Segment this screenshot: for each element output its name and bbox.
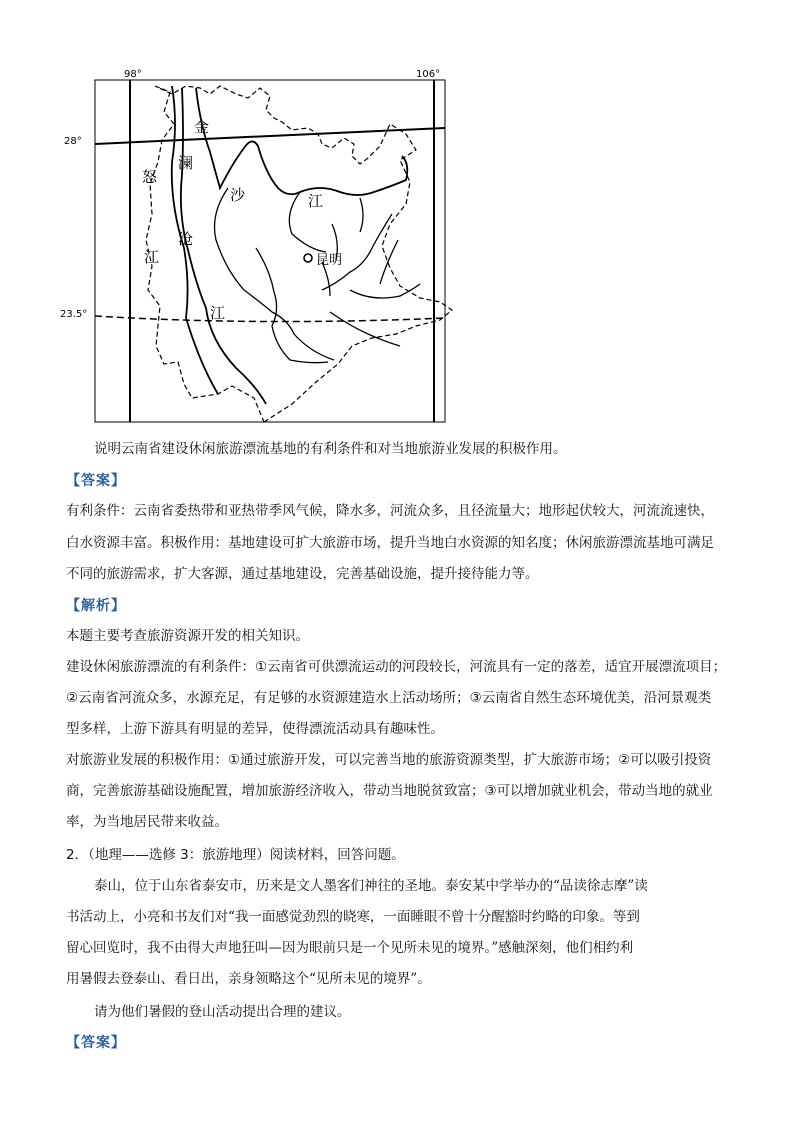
material-line: 泰山，位于山东省泰安市，历来是文人墨客们神往的圣地。泰安某中学举办的“品读徐志摩”读 [94,878,648,894]
province-border [146,86,452,422]
label-lancang-3: 江 [210,304,226,322]
label-lat-top: 28° [64,136,82,147]
answer-tag: 【答案】 [66,1035,126,1051]
label-lancang-2: 沧 [178,230,194,248]
label-jinsha-3: 江 [308,192,324,210]
jinsha-river [196,88,407,195]
tributary [289,192,363,260]
analysis-line: 商，完善旅游基础设施配置，增加旅游经济收入，带动当地脱贫致富；③可以增加就业机会，带动当地的就业 [66,783,713,799]
material-line: 书活动上，小亮和书友们对“我一面感觉劲烈的晓寒，一面睡眼不曾十分醒豁时约略的印象。等到 [66,909,640,925]
label-jinsha-1: 金 [194,118,210,136]
label-nu-1: 怒 [142,168,158,186]
parallel-28 [95,128,445,144]
q2-prompt: 请为他们暑假的登山活动提出合理的建议。 [94,1004,351,1020]
answer-line: 白水资源丰富。积极作用：基地建设可扩大旅游市场，提升当地白水资源的知名度；休闲旅游漂流基地可满足 [66,535,714,551]
analysis-line: 率，为当地居民带来收益。 [66,814,228,830]
label-nu-2: 江 [144,248,160,266]
analysis-line: 建设休闲旅游漂流的有利条件：①云南省可供漂流运动的河段较长，河流具有一定的落差，适宜开展漂流项目； [66,659,727,675]
yunnan-river-map [60,64,460,426]
analysis-line: 本题主要考查旅游资源开发的相关知识。 [66,628,309,644]
answer-line: 有利条件：云南省委热带和亚热带季风气候，降水多，河流众多，且径流量大；地形起伏较大，河流流速快， [66,503,714,519]
answer-tag: 【答案】 [66,473,126,489]
analysis-line: 型多样，上游下游具有明显的差异，使得漂流活动具有趣味性。 [66,721,444,737]
label-lancang-1: 澜 [178,154,194,172]
material-line: 留心回览时，我不由得大声地狂叫—因为眼前只是一个见所未见的境界。”感触深刻，他们相约利 [66,940,634,956]
label-lon-left: 98° [124,69,142,80]
label-kunming: 昆明 [316,253,343,268]
label-lat-bottom: 23.5° [60,309,88,320]
analysis-tag: 【解析】 [66,598,126,614]
label-lon-right: 106° [416,69,441,80]
answer-line: 不同的旅游需求，扩大客源，通过基地建设，完善基础设施，提升接待能力等。 [66,566,539,582]
q1-prompt: 说明云南省建设休闲旅游漂流基地的有利条件和对当地旅游业发展的积极作用。 [94,441,567,457]
analysis-line: 对旅游业发展的积极作用：①通过旅游开发，可以完善当地的旅游资源类型，扩大旅游市场；②可以吸引投资 [66,752,712,768]
analysis-line: ②云南省河流众多，水源充足，有足够的水资源建造水上活动场所；③云南省自然生态环境优美，沿河景观类 [66,690,712,706]
label-jinsha-2: 沙 [230,186,246,204]
q2-heading: 2．（地理——选修 3：旅游地理）阅读材料，回答问题。 [66,847,405,863]
material-line: 用暑假去登泰山、看日出，亲身领略这个“见所未见的境界”。 [66,971,431,987]
parallel-23-5 [95,316,445,322]
kunming-marker [304,254,312,262]
